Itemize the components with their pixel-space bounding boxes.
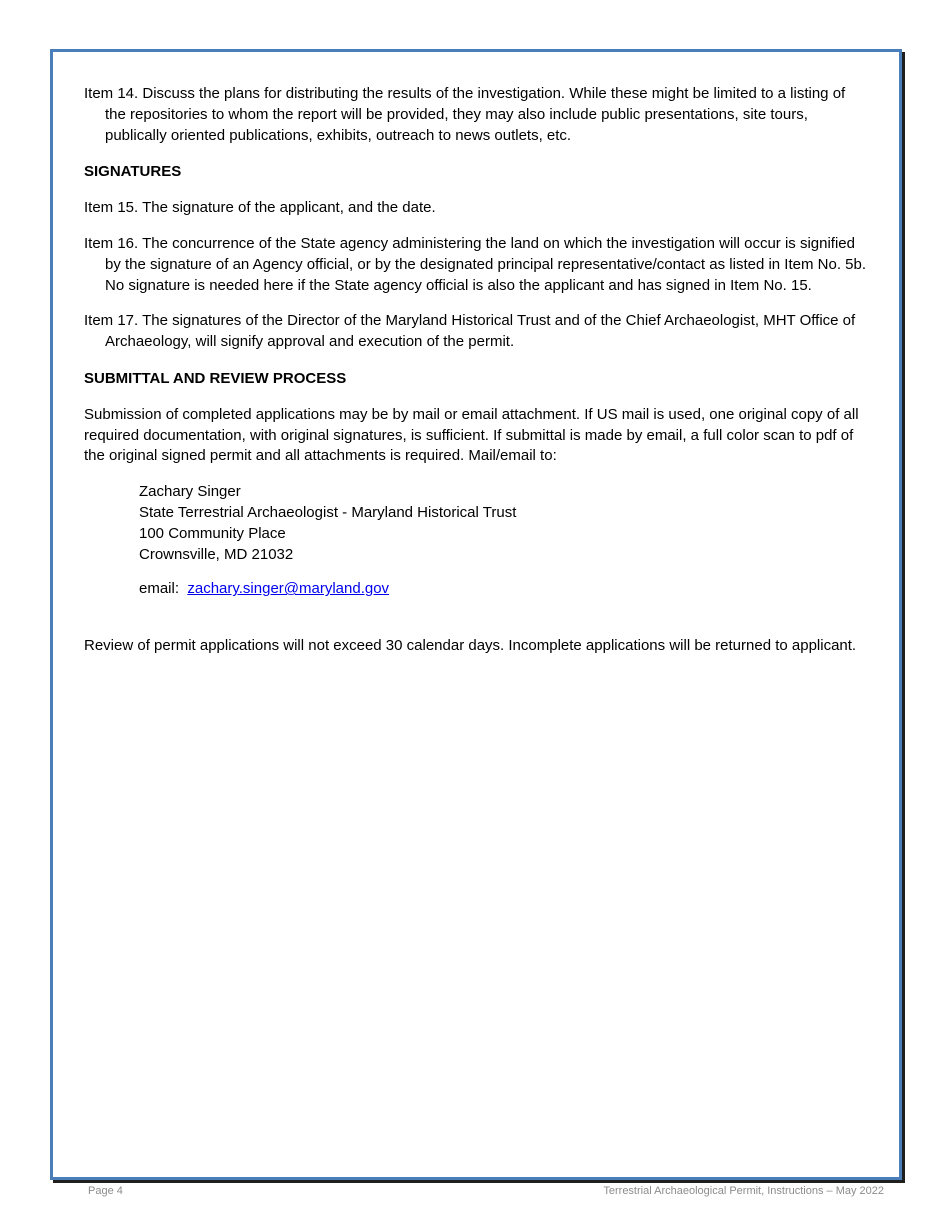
item-16-text: Item 16. The concurrence of the State agency administering the land on which the investigation will occur is signified by the signature of an Agency official, or by the designated principal representative/contact as listed in Item No. 5b. No signature is needed here if the State agency official is also the applicant and has signed in Item No. 15. xyxy=(84,234,867,294)
footer-doc-title: Terrestrial Archaeological Permit, Instructions – May 2022 xyxy=(603,1185,884,1197)
item-17-text: Item 17. The signatures of the Director of the Maryland Historical Trust and of the Chief Archaeologist, MHT Office of Archaeology, will signify approval and execution of the permit. xyxy=(84,312,856,351)
page-frame xyxy=(50,49,902,1180)
item-14-text: Item 14. Discuss the plans for distributing the results of the investigation. While these might be limited to a listing of the repositories to whom the report will be provided, they may also include public presentations, site tours, publically oriented publications, exhibits, outreach to news outlets, etc. xyxy=(84,85,846,144)
submittal-intro: Submission of completed applications may be by mail or email attachment. If US mail is used, one original copy of all required documentation, with original signatures, is sufficient. If submittal is made by email, a full color scan to pdf of the original signed permit and all attachments is required. Mail/email to: xyxy=(84,405,859,465)
address-name: Zachary Singer xyxy=(139,483,241,501)
review-text: Review of permit applications will not exceed 30 calendar days. Incomplete applications will be returned to applicant. xyxy=(84,636,857,654)
address-street: 100 Community Place xyxy=(139,525,286,543)
item-15-text: Item 15. The signature of the applicant, and the date. xyxy=(84,199,436,217)
address-city: Crownsville, MD 21032 xyxy=(139,546,294,564)
email-label: email: xyxy=(139,580,180,598)
email-link[interactable]: zachary.singer@maryland.gov xyxy=(187,580,390,598)
footer-page-number: Page 4 xyxy=(88,1185,123,1197)
document-body xyxy=(84,84,869,671)
email-line xyxy=(139,579,869,600)
signatures-heading: SIGNATURES xyxy=(84,163,182,181)
mailing-address xyxy=(139,481,869,565)
address-title: State Terrestrial Archaeologist - Maryland Historical Trust xyxy=(139,504,517,522)
submittal-heading: SUBMITTAL AND REVIEW PROCESS xyxy=(84,369,347,387)
